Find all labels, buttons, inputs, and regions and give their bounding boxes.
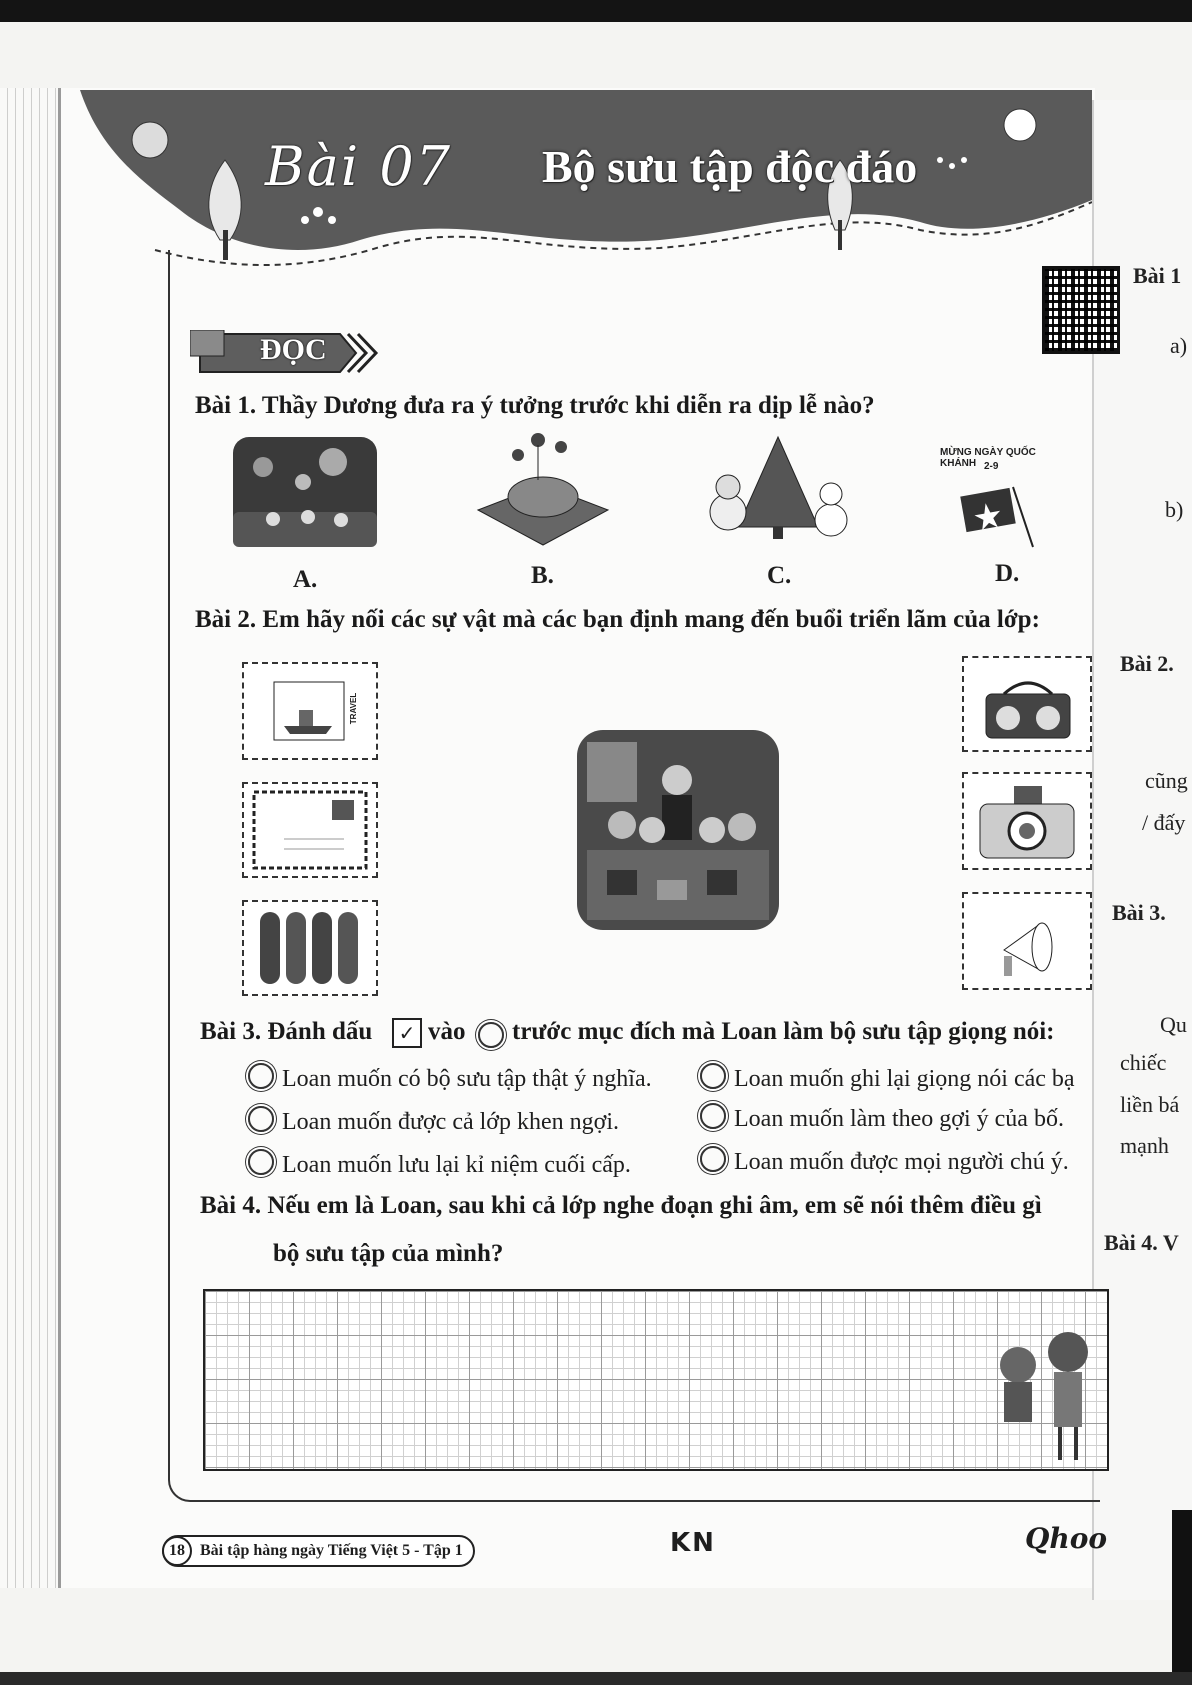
brand-logo: Qhoo <box>1025 1522 1108 1555</box>
choice-label: Loan muốn được mọi người chú ý. <box>734 1149 1069 1175</box>
question-3-part-c: trước mục đích mà Loan làm bộ sưu tập giọng nói: <box>512 1018 1055 1045</box>
right-line-1: cũng <box>1145 768 1188 793</box>
fireworks-night-picture <box>233 437 377 547</box>
choice-label: Loan muốn có bộ sưu tập thật ý nghĩa. <box>282 1066 652 1092</box>
flag-caption: MỪNG NGÀY QUỐC KHÁNH <box>940 447 1036 469</box>
right-para-1: Qu <box>1160 1012 1187 1037</box>
match-item-bookmarks[interactable] <box>242 900 378 996</box>
question-4-line-1: Bài 4. Nếu em là Loan, sau khi cả lớp nghe đoạn ghi âm, em sẽ nói thêm điều gì <box>200 1192 1042 1219</box>
match-item-envelope[interactable] <box>242 782 378 878</box>
option-a[interactable]: A. <box>293 566 318 593</box>
leaf-icon <box>132 122 168 158</box>
match-item-megaphone[interactable] <box>962 892 1092 990</box>
question-3-part-a: Bài 3. Đánh dấu <box>200 1018 373 1045</box>
choice-label: Loan muốn ghi lại giọng nói các bạ <box>734 1066 1075 1092</box>
flower-checkbox-icon[interactable] <box>248 1063 274 1089</box>
right-a: a) <box>1170 333 1188 358</box>
match-item-camera[interactable] <box>962 772 1092 870</box>
question-1: Bài 1. Thầy Dương đưa ra ý tưởng trước khi diễn ra dịp lễ nào? <box>195 392 875 419</box>
match-item-radio[interactable] <box>962 656 1092 752</box>
choice-2[interactable] <box>700 1063 1075 1093</box>
book-title: Bài tập hàng ngày Tiếng Việt 5 - Tập 1 <box>200 1542 463 1559</box>
classroom-center-picture <box>577 730 779 930</box>
flag-date: 2-9 <box>984 461 999 472</box>
choice-1[interactable] <box>248 1063 652 1093</box>
scan-bottom-edge <box>0 1672 1192 1685</box>
question-2: Bài 2. Em hãy nối các sự vật mà các bạn định mang đến buổi triển lãm của lớp: <box>195 606 1040 633</box>
answer-writing-grid[interactable] <box>203 1289 1109 1471</box>
flower-sample-icon <box>478 1022 512 1050</box>
flower-checkbox-icon[interactable] <box>700 1063 726 1089</box>
flower-checkbox-icon[interactable] <box>248 1149 274 1175</box>
right-line-2: / đấy <box>1142 810 1186 835</box>
cloud-icon <box>1004 109 1036 141</box>
footer-book-label <box>162 1535 475 1567</box>
choice-5[interactable] <box>248 1149 631 1179</box>
mid-autumn-tray-picture <box>473 425 613 550</box>
students-illustration <box>990 1330 1100 1465</box>
publisher-logo: KN <box>670 1528 716 1558</box>
flower-checkbox-icon[interactable] <box>700 1146 726 1172</box>
option-b[interactable]: B. <box>531 562 554 589</box>
christmas-picture <box>703 432 853 552</box>
page-number: 18 <box>162 1536 192 1566</box>
flower-checkbox-icon[interactable] <box>700 1103 726 1129</box>
right-bai-4: Bài 4. V <box>1104 1230 1179 1255</box>
choice-label: Loan muốn được cả lớp khen ngợi. <box>282 1109 620 1135</box>
national-day-picture <box>918 437 1068 552</box>
choice-label: Loan muốn lưu lại kỉ niệm cuối cấp. <box>282 1152 631 1178</box>
lesson-title: Bộ sưu tập độc đáo <box>542 141 918 192</box>
question-3-part-b: vào <box>428 1018 466 1045</box>
right-para-2: chiếc <box>1120 1050 1167 1075</box>
scan-top-edge <box>0 0 1192 22</box>
question-4-line-2: bộ sưu tập của mình? <box>273 1240 504 1267</box>
scan-edge-shadow <box>1172 1510 1192 1685</box>
checkbox-sample-icon: ✓ <box>392 1018 422 1048</box>
right-para-4: mạnh <box>1120 1133 1169 1158</box>
stamp-text: TRAVEL <box>349 692 359 725</box>
choice-4[interactable] <box>700 1103 1064 1133</box>
right-bai-3: Bài 3. <box>1112 900 1166 925</box>
right-bai-1: Bài 1 <box>1133 263 1182 288</box>
right-para-3: liền bá <box>1120 1092 1180 1117</box>
flower-checkbox-icon[interactable] <box>248 1106 274 1132</box>
match-item-stamp[interactable] <box>242 662 378 760</box>
right-b: b) <box>1165 497 1184 522</box>
option-c[interactable]: C. <box>767 562 792 589</box>
lesson-number: Bài 07 <box>265 135 453 198</box>
right-bai-2: Bài 2. <box>1120 651 1174 676</box>
choice-label: Loan muốn làm theo gợi ý của bố. <box>734 1106 1064 1132</box>
option-d[interactable]: D. <box>995 560 1020 587</box>
choice-3[interactable] <box>248 1106 619 1136</box>
binding-shadow <box>0 88 60 1588</box>
choice-6[interactable] <box>700 1146 1069 1176</box>
section-label: ĐỌC <box>260 333 327 366</box>
